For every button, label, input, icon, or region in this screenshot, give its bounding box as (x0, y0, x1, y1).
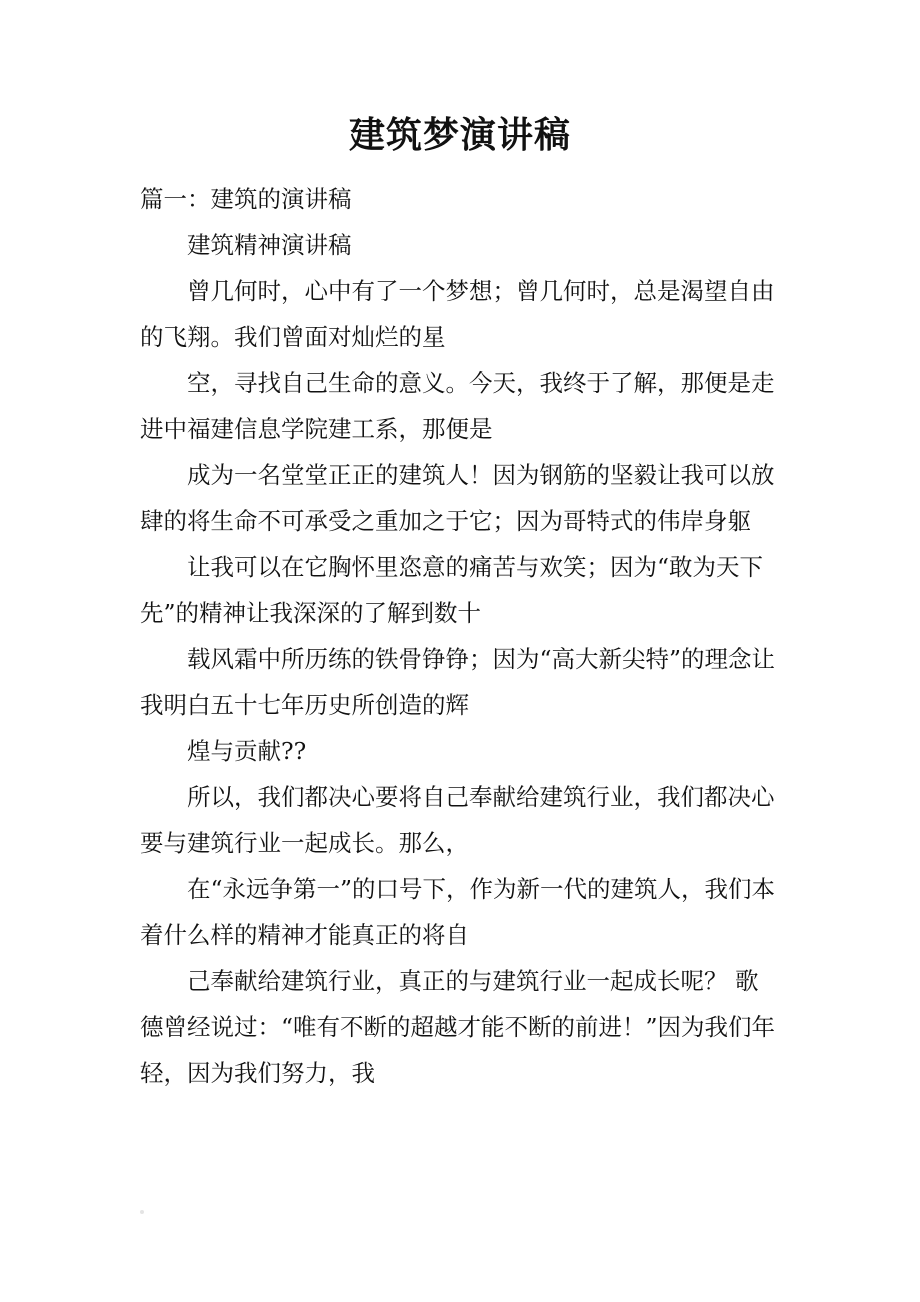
paragraph: 曾几何时，心中有了一个梦想；曾几何时，总是渴望自由的飞翔。我们曾面对灿烂的星 (140, 277, 775, 351)
subtitle: 建筑精神演讲稿 (187, 231, 352, 259)
paragraph: 所以，我们都决心要将自己奉献给建筑行业，我们都决心要与建筑行业一起成长。那么， (140, 783, 775, 857)
paragraph: 成为一名堂堂正正的建筑人！因为钢筋的坚毅让我可以放肆的将生命不可承受之重加之于它；因为哥特式的伟岸身躯 (140, 461, 775, 535)
document-title: 建筑梦演讲稿 (348, 114, 571, 156)
paragraph: 在“永远争第一”的口号下，作为新一代的建筑人，我们本着什么样的精神才能真正的将自 (140, 875, 776, 949)
paragraph: 煌与贡献?? (187, 737, 307, 765)
paragraph: 载风霜中所历练的铁骨铮铮；因为“高大新尖特”的理念让我明白五十七年历史所创造的辉 (140, 645, 776, 719)
document-body (140, 176, 780, 1096)
paragraph: 让我可以在它胸怀里恣意的痛苦与欢笑；因为“敢为天下先”的精神让我深深的了解到数十 (140, 553, 764, 627)
section-heading: 篇一：建筑的演讲稿 (140, 185, 352, 213)
paragraph: 空，寻找自己生命的意义。今天，我终于了解，那便是走进中福建信息学院建工系，那便是 (140, 369, 775, 443)
scan-dot (140, 1210, 144, 1214)
paragraph: 己奉献给建筑行业，真正的与建筑行业一起成长呢？ 歌德曾经说过：“唯有不断的超越才能不断的前进！”因为我们年轻，因为我们努力，我 (140, 967, 776, 1087)
